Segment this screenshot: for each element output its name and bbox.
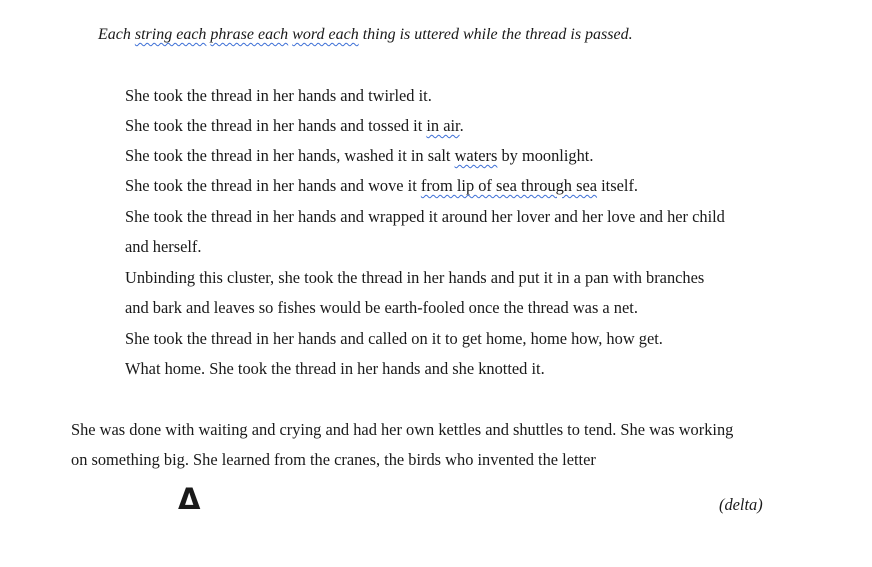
stanza-line: What home. She took the thread in her hands and she knotted it. xyxy=(125,359,545,378)
stanza-text: She took the thread in her hands and wove it xyxy=(125,176,421,195)
stanza-line: She took the thread in her hands and twirled it. xyxy=(125,86,432,105)
paragraph-line: She was done with waiting and crying and had her own kettles and shuttles to tend. She was working xyxy=(71,420,734,439)
stanza-text: She took the thread in her hands, washed it in salt xyxy=(125,146,455,165)
stanza-text: by moonlight. xyxy=(497,146,594,165)
stanza-line: She took the thread in her hands and wrapped it around her lover and her love and her child xyxy=(125,207,725,226)
stanza-text: She took the thread in her hands and tossed it xyxy=(125,116,427,135)
paragraph-line: on something big. She learned from the cranes, the birds who invented the letter xyxy=(71,450,596,469)
stanza-line: and herself. xyxy=(125,237,202,256)
stanza-text: . xyxy=(459,116,464,135)
stanza-line: Unbinding this cluster, she took the thread in her hands and put it in a pan with branches xyxy=(125,268,705,287)
spellcheck-flagged-text[interactable]: waters xyxy=(454,146,498,165)
stanza-line: and bark and leaves so fishes would be earth-fooled once the thread was a net. xyxy=(125,298,638,317)
epigraph-text: Each xyxy=(98,26,135,43)
epigraph-line xyxy=(98,25,633,45)
stanza-line xyxy=(125,116,464,136)
spellcheck-flagged-text[interactable]: in air xyxy=(426,116,460,135)
stanza-line: She took the thread in her hands and called on it to get home, home how, how get. xyxy=(125,329,663,348)
spellcheck-flagged-text[interactable]: string each xyxy=(134,26,207,43)
delta-symbol: Δ xyxy=(178,482,201,516)
epigraph-text: thing is uttered while the thread is passed. xyxy=(358,26,633,43)
stanza-text: itself. xyxy=(597,176,638,195)
spellcheck-flagged-text[interactable]: from lip of sea through sea xyxy=(420,176,598,195)
stanza-line xyxy=(125,176,638,196)
delta-label: (delta) xyxy=(719,495,763,514)
spellcheck-flagged-text[interactable]: word each xyxy=(292,26,359,43)
stanza-line xyxy=(125,146,593,166)
spellcheck-flagged-text[interactable]: phrase each xyxy=(210,26,289,43)
